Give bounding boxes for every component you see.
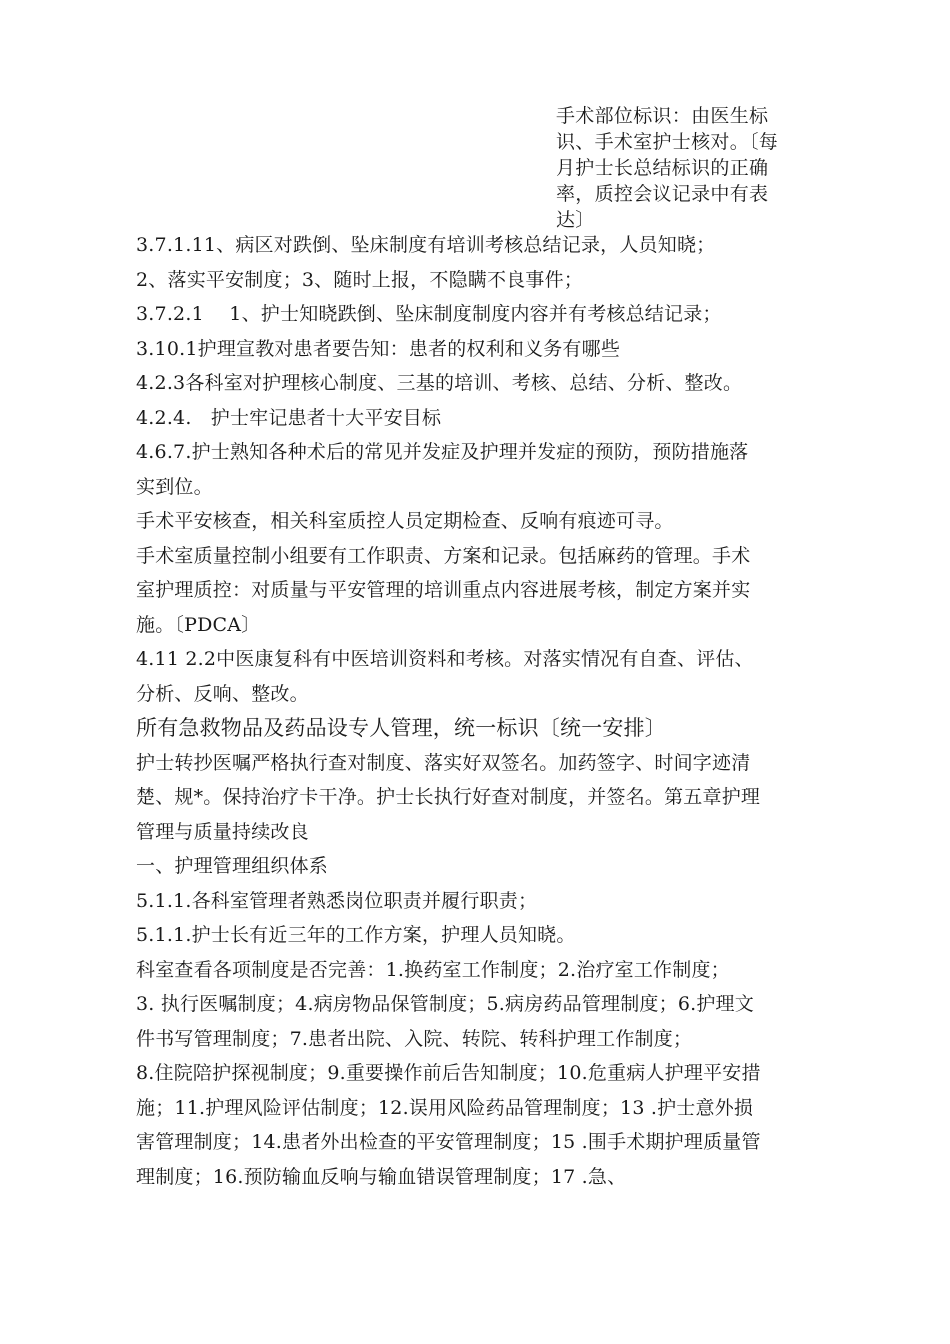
side-note-line: 手术部位标识：由医生标 <box>556 105 769 127</box>
text-line: 3.10.1护理宣教对患者要告知：患者的权利和义务有哪些 <box>136 337 621 360</box>
text-line: 楚、规*。保持治疗卡干净。护士长执行好查对制度，并签名。第五章护理 <box>136 786 761 808</box>
text-line: 4.11 2.2中医康复科有中医培训资料和考核。对落实情况有自查、评估、 <box>136 648 754 670</box>
text-line: 管理与质量持续改良 <box>136 820 309 843</box>
text-line: 4.2.3各科室对护理核心制度、三基的培训、考核、总结、分析、整改。 <box>136 372 743 394</box>
text-line: 4.6.7.护士熟知各种术后的常见并发症及护理并发症的预防，预防措施落 <box>136 441 749 463</box>
text-line: 理制度；16.预防输血反响与输血错误管理制度；17 .急、 <box>136 1165 627 1188</box>
text-line: 室护理质控：对质量与平安管理的培训重点内容进展考核，制定方案并实 <box>136 579 751 601</box>
side-note <box>556 103 818 233</box>
text-line: 8.住院陪护探视制度；9.重要操作前后告知制度；10.危重病人护理平安措 <box>136 1062 761 1084</box>
body-text <box>136 228 836 1194</box>
side-note-line: 达〕 <box>556 209 595 231</box>
text-line: 所有急救物品及药品设专人管理，统一标识〔统一安排〕 <box>136 716 666 740</box>
text-line: 5.1.1.护士长有近三年的工作方案，护理人员知晓。 <box>136 924 576 946</box>
text-line: 3.7.2.1 1、护士知晓跌倒、坠床制度制度内容并有考核总结记录； <box>136 303 722 325</box>
text-line: 手术平安核查，相关科室质控人员定期检查、反响有痕迹可寻。 <box>136 510 674 532</box>
text-line: 施；11.护理风险评估制度；12.误用风险药品管理制度；13 .护士意外损 <box>136 1096 754 1119</box>
text-line: 手术室质量控制小组要有工作职责、方案和记录。包括麻药的管理。手术 <box>136 544 751 567</box>
text-line: 实到位。 <box>136 475 213 498</box>
text-line: 施。〔PDCA〕 <box>136 613 261 636</box>
text-line: 分析、反响、整改。 <box>136 682 309 705</box>
text-line: 件书写管理制度；7.患者出院、入院、转院、转科护理工作制度； <box>136 1027 693 1050</box>
text-line: 3. 执行医嘱制度；4.病房物品保管制度；5.病房药品管理制度；6.护理文 <box>136 993 754 1015</box>
side-note-line: 识、手术室护士核对。〔每 <box>556 131 779 153</box>
text-line: 2、落实平安制度；3、随时上报，不隐瞒不良事件； <box>136 268 583 291</box>
text-line: 3.7.1.11、病区对跌倒、坠床制度有培训考核总结记录，人员知晓； <box>136 234 716 256</box>
text-line: 一、护理管理组织体系 <box>136 855 329 877</box>
text-line: 5.1.1.各科室管理者熟悉岗位职责并履行职责； <box>136 889 538 912</box>
side-note-line: 率，质控会议记录中有表 <box>556 183 769 205</box>
text-line: 护士转抄医嘱严格执行查对制度、落实好双签名。加药签字、时间字迹清 <box>136 751 751 774</box>
text-line: 4.2.4. 护士牢记患者十大平安目标 <box>136 406 442 429</box>
side-note-line: 月护士长总结标识的正确 <box>556 157 769 179</box>
text-line: 科室查看各项制度是否完善：1.换药室工作制度；2.治疗室工作制度； <box>136 958 730 981</box>
text-line: 害管理制度；14.患者外出检查的平安管理制度；15 .围手术期护理质量管 <box>136 1131 761 1153</box>
